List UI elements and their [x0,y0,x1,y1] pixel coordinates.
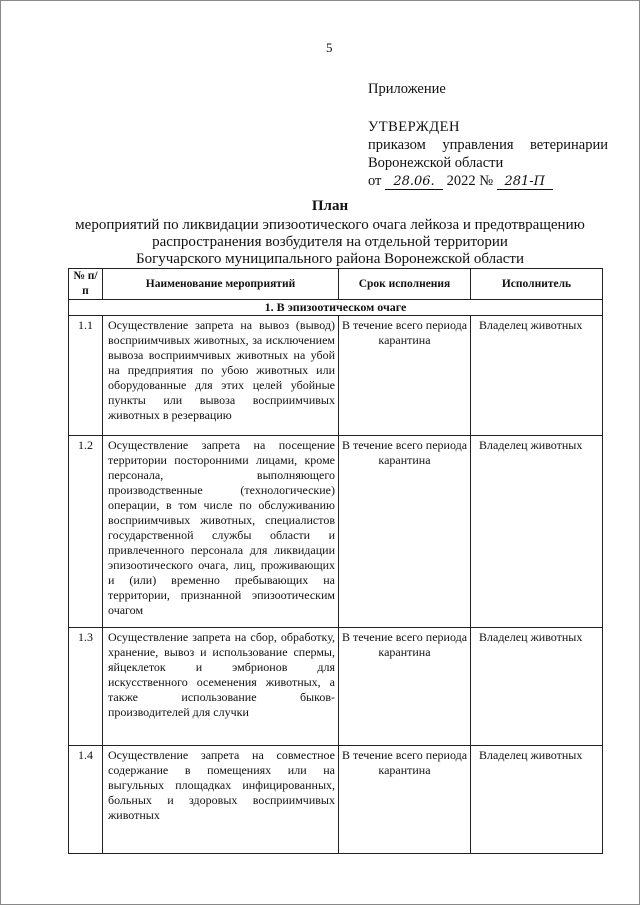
row-term: В течение всего периода карантина [339,316,471,436]
title-line-3: Богучарского муниципального района Воронежской области [136,251,524,267]
row-num: 1.1 [69,316,103,436]
date-prefix: от [368,173,382,189]
row-num: 1.3 [69,628,103,746]
table-header-row [69,269,603,300]
approved-by-order: приказом управления ветеринарии [368,137,608,153]
row-measure: Осуществление запрета на посещение территории посторонними лицами, кроме персонала, выполняющего производственные (технологические) операции, в том числе по обслуживанию восприимчивых животных, специалистов государственной службы области и привлеченного персонала для ликвидации эпизоотического очага, лиц, проживающих и (или) временно пребывающих на территории, признанной эпизоотическим очагом [103,436,339,628]
table-row [69,746,603,854]
section-title: 1. В эпизоотическом очаге [69,300,603,316]
header-name: Наименование мероприятий [103,269,339,300]
row-measure: Осуществление запрета на совместное содержание в помещениях или на выгульных площадках инфицированных, больных и здоровых восприимчивых животных [103,746,339,854]
row-executor: Владелец животных [471,316,603,436]
table-row [69,316,603,436]
approval-date-line [368,172,608,190]
page-number: 5 [326,40,333,55]
row-measure: Осуществление запрета на сбор, обработку, хранение, вывоз и использование спермы, яйцеклеток и эмбрионов для искусственного осеменения животных, а также использование быков-производителей для случки [103,628,339,746]
row-executor: Владелец животных [471,746,603,854]
row-num: 1.2 [69,436,103,628]
measures-table [68,268,603,854]
row-term: В течение всего периода карантина [339,746,471,854]
row-term: В течение всего периода карантина [339,628,471,746]
row-term: В течение всего периода карантина [339,436,471,628]
title-line-2: распространения возбудителя на отдельной территории [152,234,508,250]
table-row [69,628,603,746]
header-executor: Исполнитель [471,269,603,300]
handwritten-date: 28.06. [385,175,443,190]
year-and-number-label: 2022 № [446,173,494,189]
section-row [69,300,603,316]
approval-block [368,80,608,190]
title-line-1: мероприятий по ликвидации эпизоотического очага лейкоза и предотвращению [75,217,585,233]
row-num: 1.4 [69,746,103,854]
row-executor: Владелец животных [471,628,603,746]
approved-region: Воронежской области [368,155,504,171]
header-num: № п/п [69,269,103,300]
table-row [69,436,603,628]
annex-label: Приложение [368,81,446,97]
row-executor: Владелец животных [471,436,603,628]
handwritten-order-number: 281-П [497,175,553,190]
document-title [60,198,600,268]
plan-heading: План [311,198,349,214]
row-measure: Осуществление запрета на вывоз (вывод) восприимчивых животных, за исключением вывоза восприимчивых животных на убой на предприятия по убою животных или оборудованные для этих целей убойные пункты или вывоза восприимчивых животных в резервацию [103,316,339,436]
header-term: Срок исполнения [339,269,471,300]
approved-label: УТВЕРЖДЕН [368,119,460,135]
